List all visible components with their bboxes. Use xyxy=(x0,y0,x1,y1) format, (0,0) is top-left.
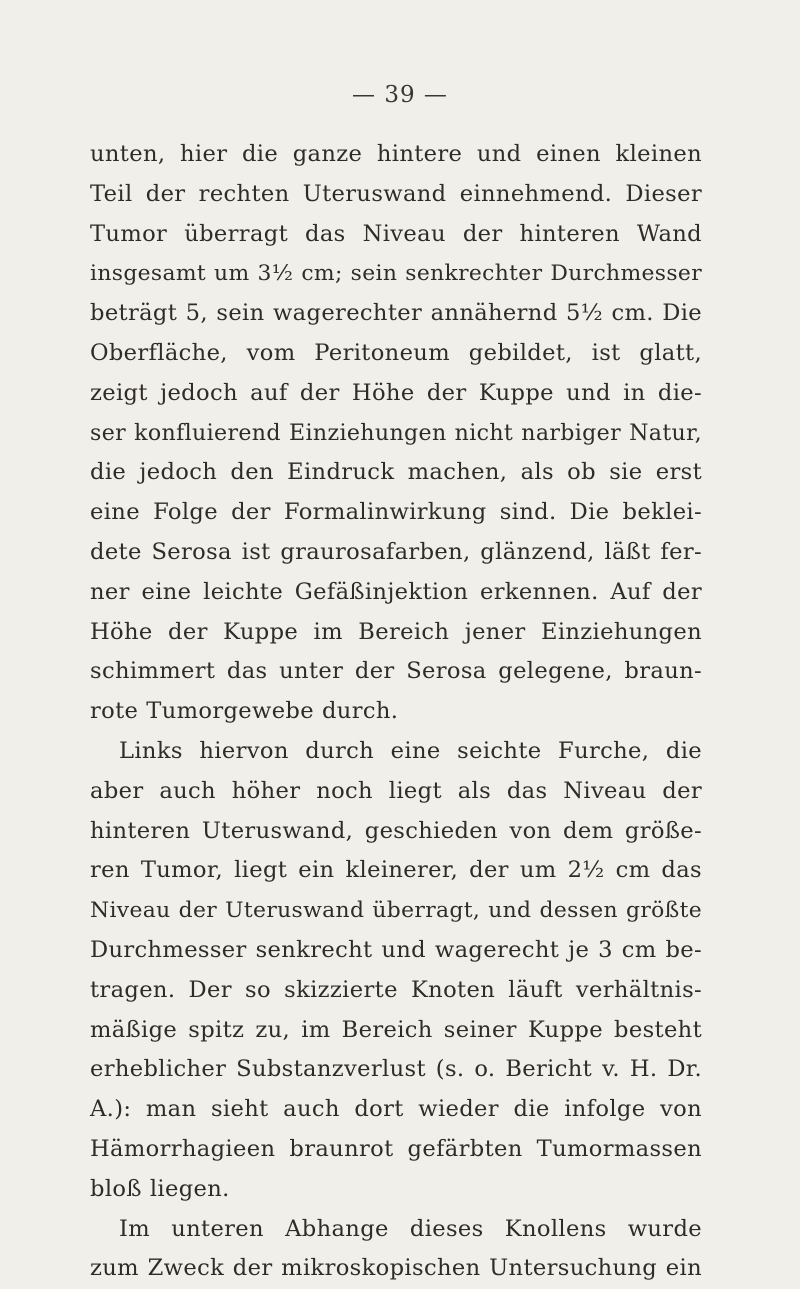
text-line: bloß liegen. xyxy=(90,1175,230,1202)
text-line: ner eine leichte Gefäßinjektion erkennen. Auf der xyxy=(90,578,702,605)
text-line: zum Zweck der mikroskopischen Untersuchung ein xyxy=(90,1255,702,1282)
text-line: die jedoch den Eindruck machen, als ob sie erst xyxy=(90,459,702,486)
text-line: ren Tumor, liegt ein kleinerer, der um 2½ cm das xyxy=(90,857,702,884)
text-line: Im unteren Abhange dieses Knollens wurde xyxy=(119,1215,702,1242)
text-line: hinteren Uteruswand, geschieden von dem größe- xyxy=(90,817,702,844)
text-line: tragen. Der so skizzierte Knoten läuft verhältnis- xyxy=(90,976,702,1003)
text-line: Niveau der Uteruswand überragt, und dessen größte xyxy=(90,898,702,924)
text-line: erheblicher Substanzverlust (s. o. Bericht v. H. Dr. xyxy=(90,1056,702,1083)
text-line: unten, hier die ganze hintere und einen kleinen xyxy=(90,141,702,167)
text-line: Tumor überragt das Niveau der hinteren Wand xyxy=(90,220,702,247)
text-line: Hämorrhagieen braunrot gefärbten Tumormassen xyxy=(90,1135,702,1162)
text-line: schimmert das unter der Serosa gelegene, braun- xyxy=(90,658,702,685)
text-line: aber auch höher noch liegt als das Niveau der xyxy=(90,777,702,804)
text-line: insgesamt um 3½ cm; sein senkrechter Durchmesser xyxy=(90,261,702,287)
text-line: zeigt jedoch auf der Höhe der Kuppe und in die- xyxy=(90,379,702,406)
text-line: Oberfläche, vom Peritoneum gebildet, ist glatt, xyxy=(90,339,702,366)
text-line: Links hiervon durch eine seichte Furche, die xyxy=(119,737,702,764)
text-line: eine Folge der Formalinwirkung sind. Die beklei- xyxy=(90,499,702,526)
text-line: beträgt 5, sein wagerechter annähernd 5½ cm. Die xyxy=(90,300,702,327)
text-line: Durchmesser senkrecht und wagerecht je 3 cm be- xyxy=(90,936,702,963)
text-line: dete Serosa ist graurosafarben, glänzend, läßt fer- xyxy=(90,538,702,565)
text-line: mäßige spitz zu, im Bereich seiner Kuppe besteht xyxy=(90,1016,702,1043)
body-text xyxy=(90,135,702,1289)
text-line: Teil der rechten Uteruswand einnehmend. Dieser xyxy=(90,180,702,207)
text-line: rote Tumorgewebe durch. xyxy=(90,698,399,725)
text-line: Höhe der Kuppe im Bereich jener Einziehungen xyxy=(90,618,702,645)
text-line: A.): man sieht auch dort wieder die infolge von xyxy=(90,1096,702,1123)
text-line: ser konfluierend Einziehungen nicht narbiger Natur, xyxy=(90,419,702,446)
page-number: — 39 — xyxy=(352,82,448,108)
